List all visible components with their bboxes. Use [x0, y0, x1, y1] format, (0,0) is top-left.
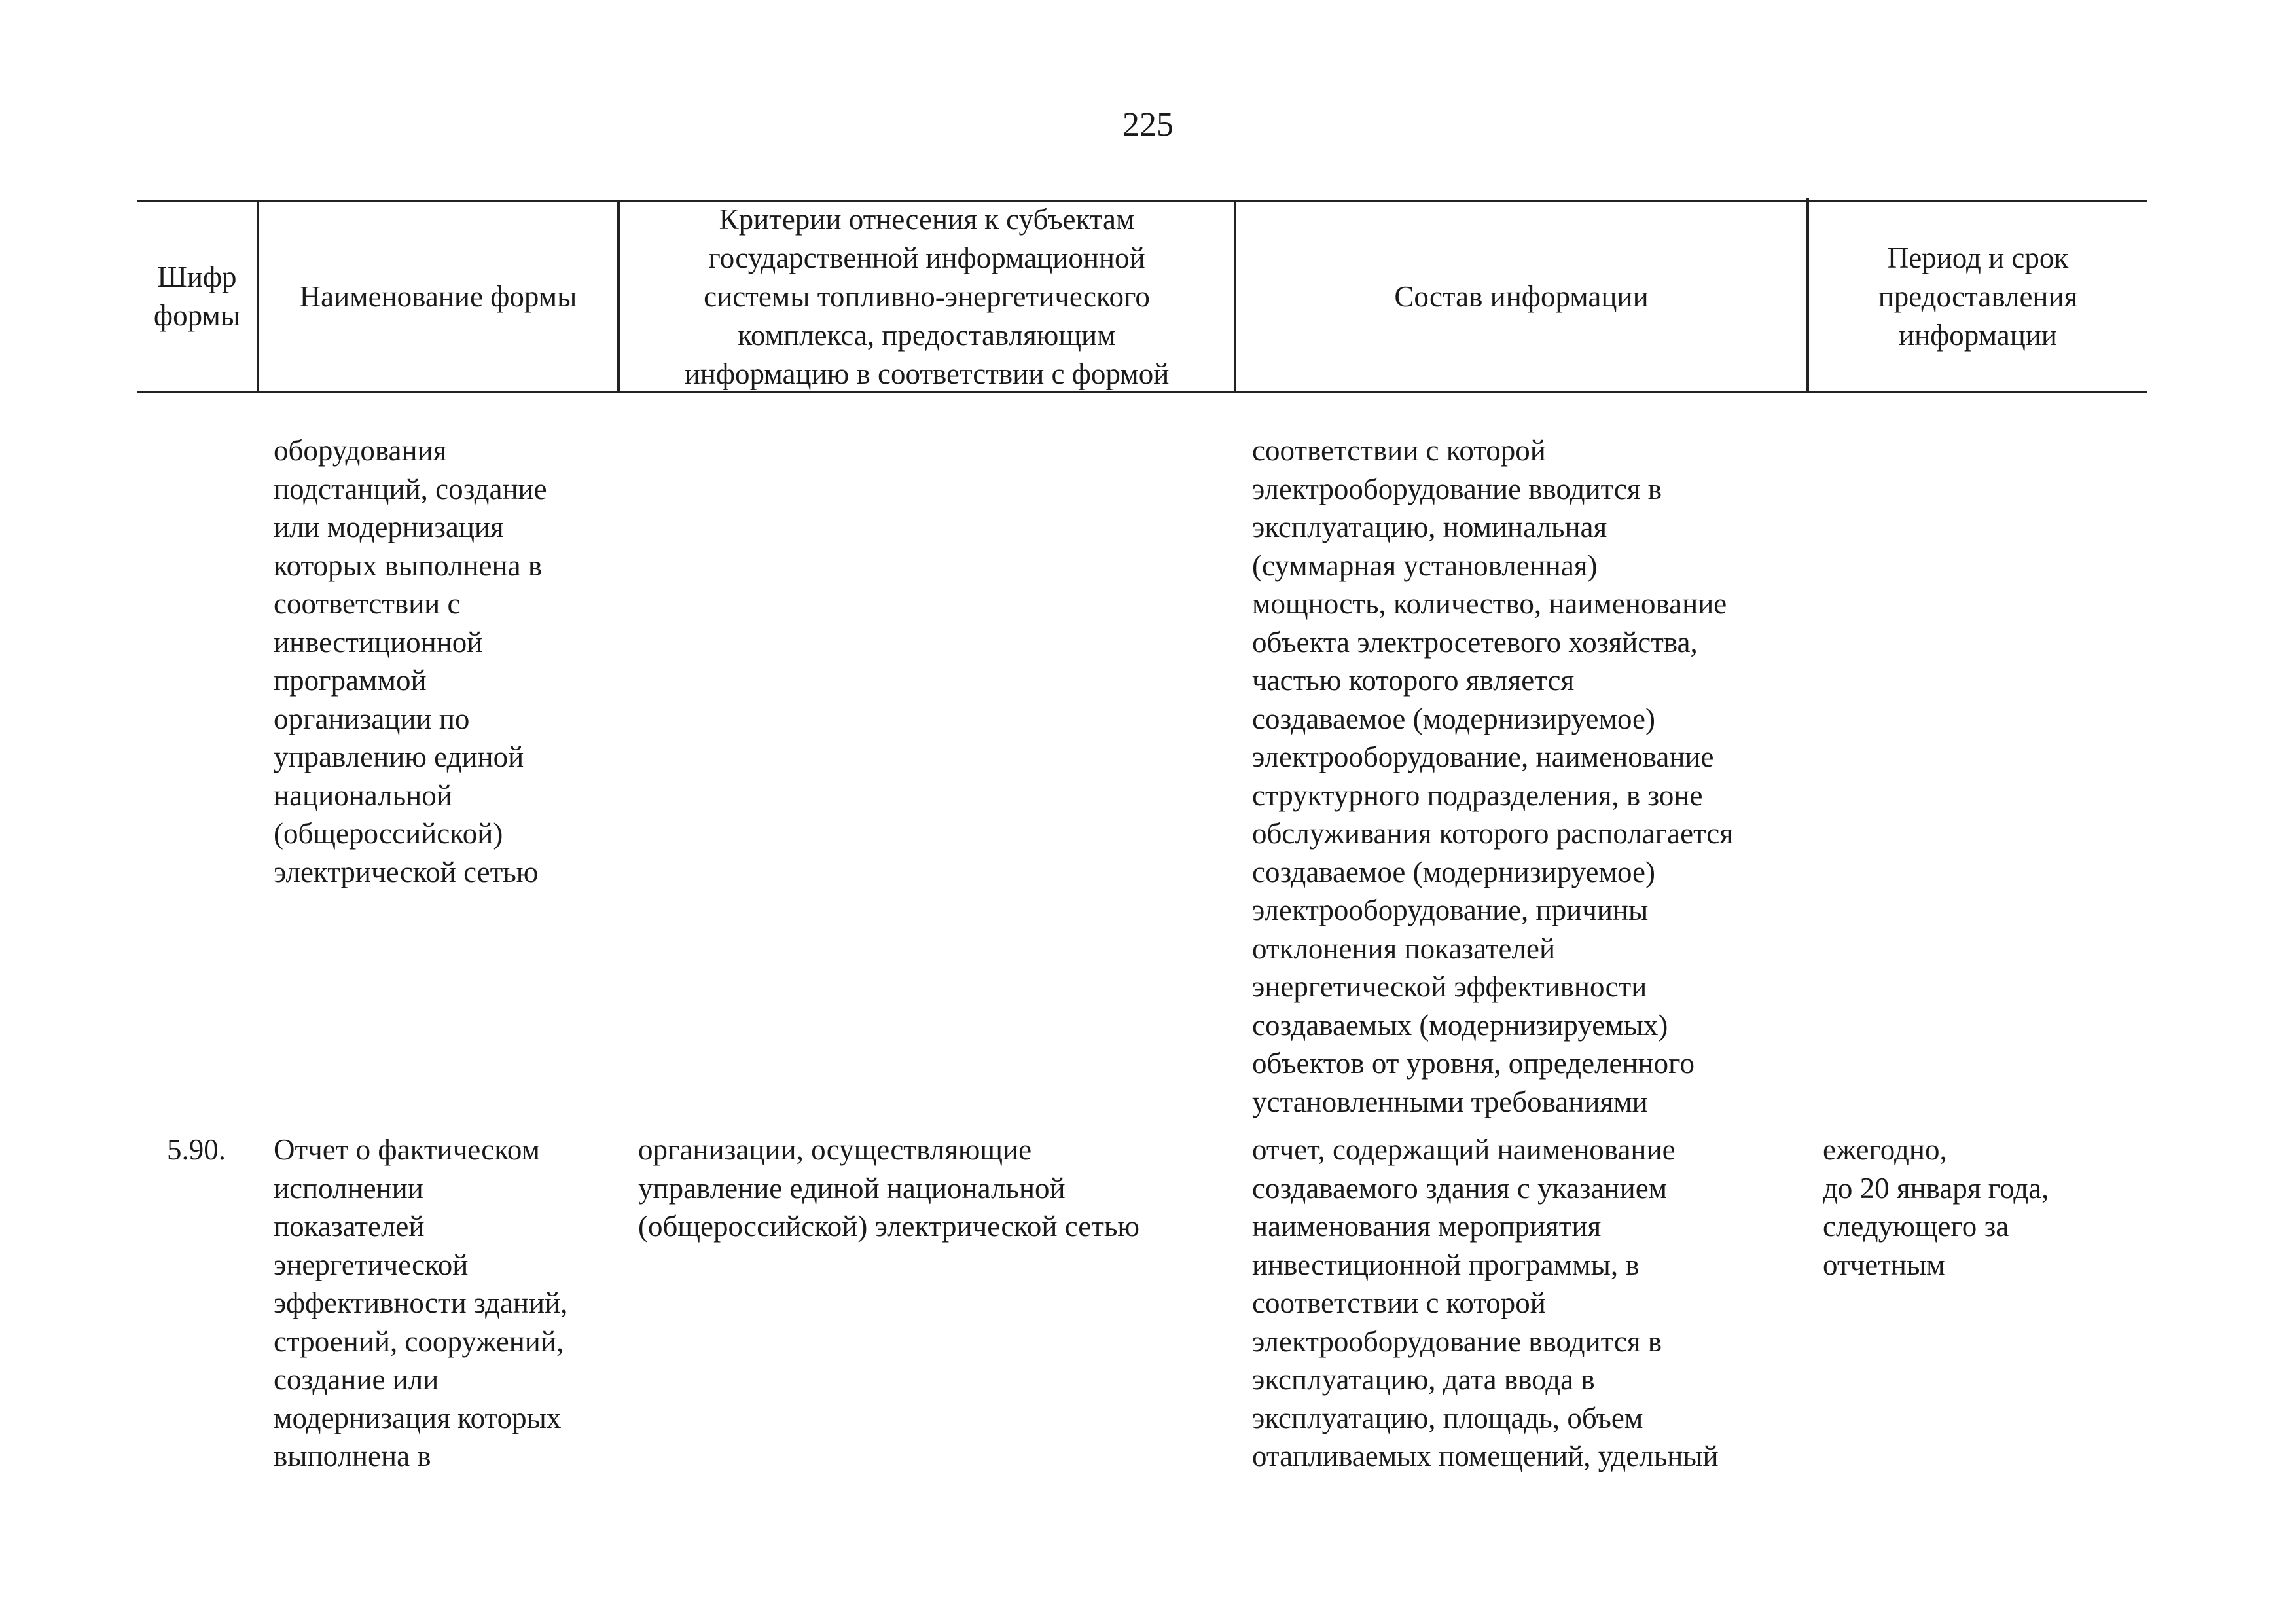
header-period: Период и срок предоставления информации — [1878, 241, 2078, 352]
row-info: соответствии с которой электрооборудование вводится в эксплуатацию, номинальная (суммарная установленная) мощность, количество, наименование объекта электросетевого хозяйства, частью которого является создаваемое (модернизируемое) электрооборудование, наименование структурного подразделения, в зоне обслуживания которого располагается создаваемое (модернизируемое) электрооборудование, причины отклонения показателей энергетической эффективности создаваемых (модернизируемых) объектов от уровня, определенного установленными требованиями — [1252, 434, 1733, 1118]
row-period: ежегодно, до 20 января года, следующего за отчетным — [1823, 1133, 2049, 1281]
row-form-name: Отчет о фактическом исполнении показателей энергетической эффективности зданий, строений, сооружений, создание или модернизация которых выполнена в — [274, 1133, 568, 1472]
header-info: Состав информации — [1394, 280, 1649, 313]
header-criteria: Критерии отнесения к субъектам государственной информационной системы топливно-энергетического комплекса, предоставляющим информацию в соответствии с формой — [684, 202, 1170, 390]
row-criteria: организации, осуществляющие управление единой национальной (общероссийской) электрической сетью — [638, 1133, 1140, 1243]
page-number: 225 — [1122, 106, 1174, 143]
row-code: 5.90. — [167, 1133, 226, 1166]
header-form-name: Наименование формы — [299, 280, 577, 313]
row-info: отчет, содержащий наименование создаваемого здания с указанием наименования мероприятия инвестиционной программы, в соответствии с которой электрооборудование вводится в эксплуатацию, дата ввода в эксплуатацию, площадь, объем отапливаемых помещений, удельный — [1252, 1133, 1719, 1472]
header-code: Шифр формы — [153, 261, 241, 332]
row-form-name: оборудования подстанций, создание или модернизация которых выполнена в соответствии с инвестиционной программой организации по управлению единой национальной (общероссийской) электрической сетью — [274, 434, 547, 888]
